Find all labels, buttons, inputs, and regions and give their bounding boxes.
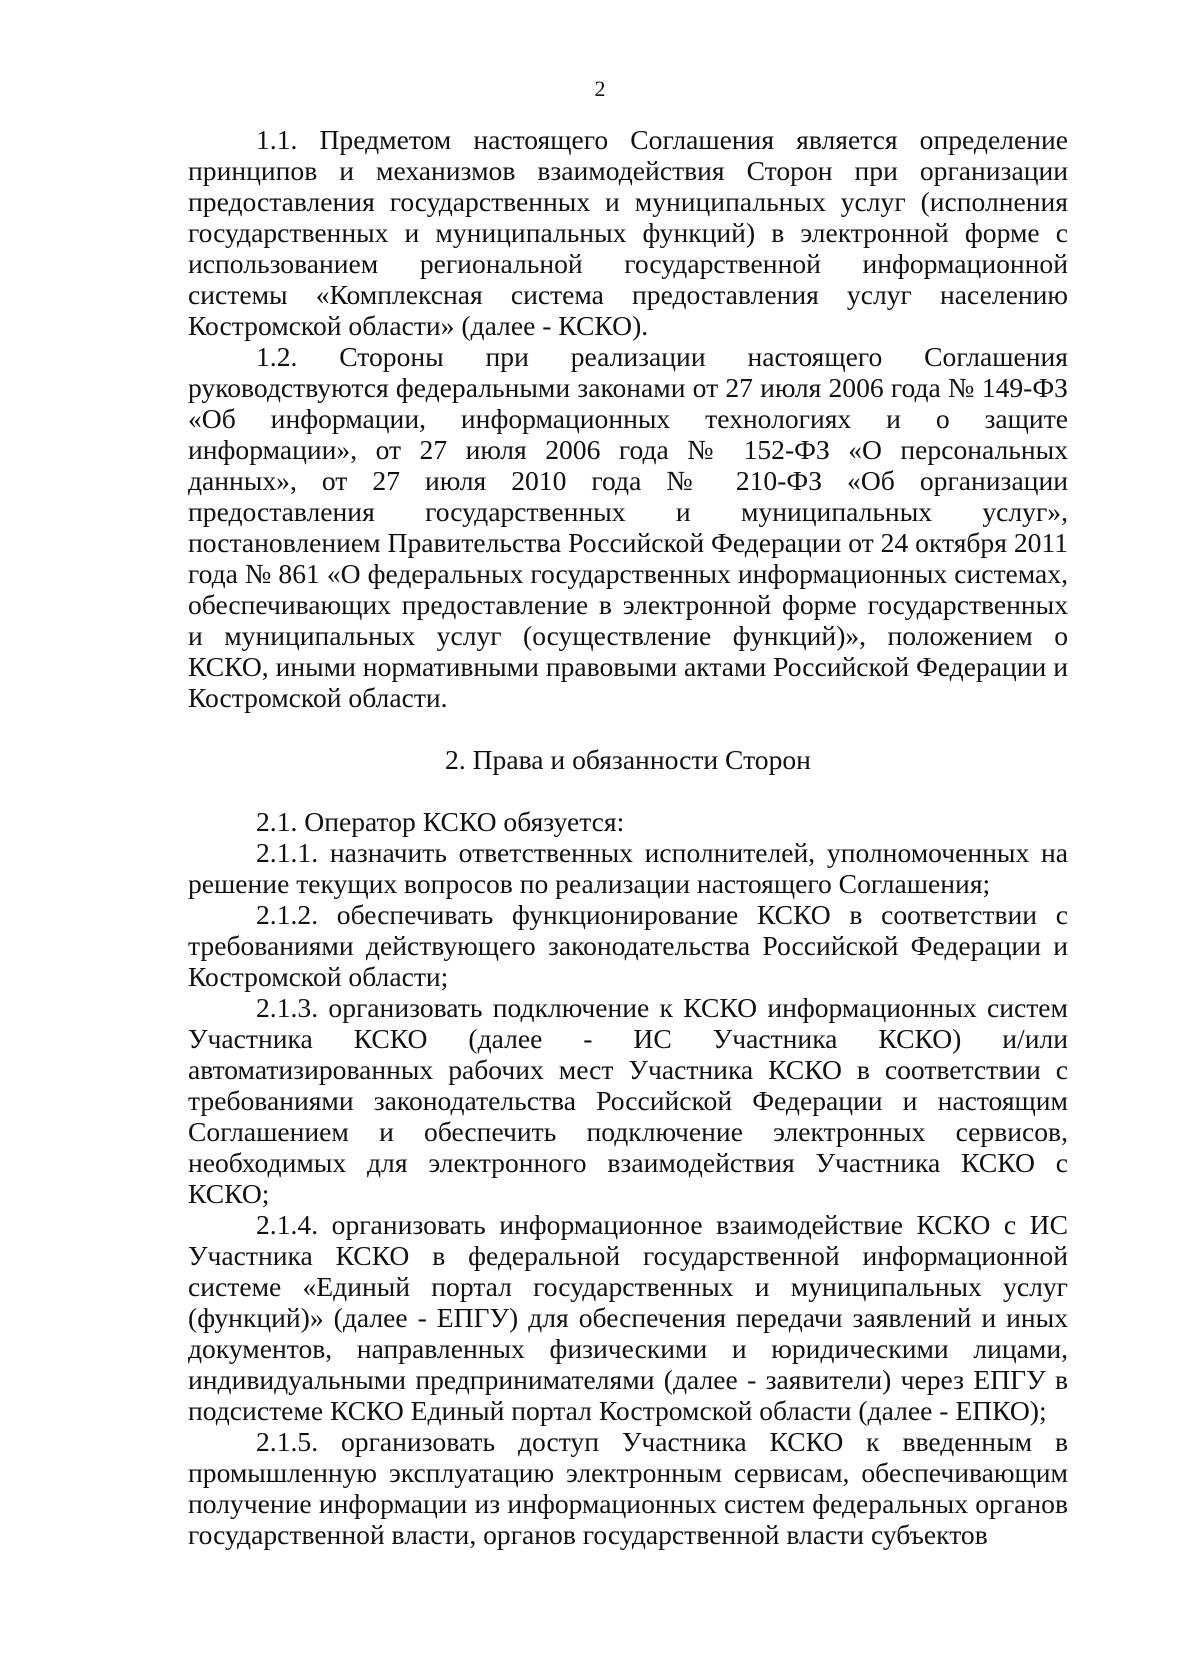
paragraph-2-1-5: 2.1.5. организовать доступ Участника КСКО к введенным в промышленную эксплуатацию электронным сервисам, обеспечивающим получение информации из информационных систем федеральных органов государственной власти, органов государственной власти субъектов [188, 1426, 1068, 1550]
paragraph-2-1-2: 2.1.2. обеспечивать функционирование КСКО в соответствии с требованиями действующего законодательства Российской Федерации и Костромской области; [188, 899, 1068, 992]
page-number: 2 [594, 76, 606, 101]
paragraph-1-2: 1.2. Стороны при реализации настоящего Соглашения руководствуются федеральными законами от 27 июля 2006 года № 149-ФЗ «Об информации, информационных технологиях и о защите информации», от 27 июля 2006 года № 152-ФЗ «О персональных данных», от 27 июля 2010 года № 210-ФЗ «Об организации предоставления государственных и муниципальных услуг», постановлением Правительства Российской Федерации от 24 октября 2011 года № 861 «О федеральных государственных информационных системах, обеспечивающих предоставление в электронной форме государственных и муниципальных услуг (осуществление функций)», положением о КСКО, иными нормативными правовыми актами Российской Федерации и Костромской области. [188, 341, 1068, 713]
paragraph-2-1-4: 2.1.4. организовать информационное взаимодействие КСКО с ИС Участника КСКО в федеральной государственной информационной системе «Единый портал государственных и муниципальных услуг (функций)» (далее - ЕПГУ) для обеспечения передачи заявлений и иных документов, направленных физическими и юридическими лицами, индивидуальными предпринимателями (далее - заявители) через ЕПГУ в подсистеме КСКО Единый портал Костромской области (далее - ЕПКО); [188, 1209, 1068, 1426]
section-heading: 2. Права и обязанности Сторон [445, 744, 811, 775]
paragraph-2-1-3: 2.1.3. организовать подключение к КСКО информационных систем Участника КСКО (далее - ИС Участника КСКО) и/или автоматизированных рабочих мест Участника КСКО в соответствии с требованиями законодательства Российской Федерации и настоящим Соглашением и обеспечить подключение электронных сервисов, необходимых для электронного взаимодействия Участника КСКО с КСКО; [188, 992, 1068, 1209]
paragraph-2-1: 2.1. Оператор КСКО обязуется: [256, 806, 625, 837]
document-body [188, 124, 1068, 1550]
paragraph-1-1: 1.1. Предметом настоящего Соглашения является определение принципов и механизмов взаимодействия Сторон при организации предоставления государственных и муниципальных услуг (исполнения государственных и муниципальных функций) в электронной форме с использованием региональной государственной информационной системы «Комплексная система предоставления услуг населению Костромской области» (далее - КСКО). [188, 124, 1068, 341]
paragraph-2-1-1: 2.1.1. назначить ответственных исполнителей, уполномоченных на решение текущих вопросов по реализации настоящего Соглашения; [188, 837, 1068, 899]
